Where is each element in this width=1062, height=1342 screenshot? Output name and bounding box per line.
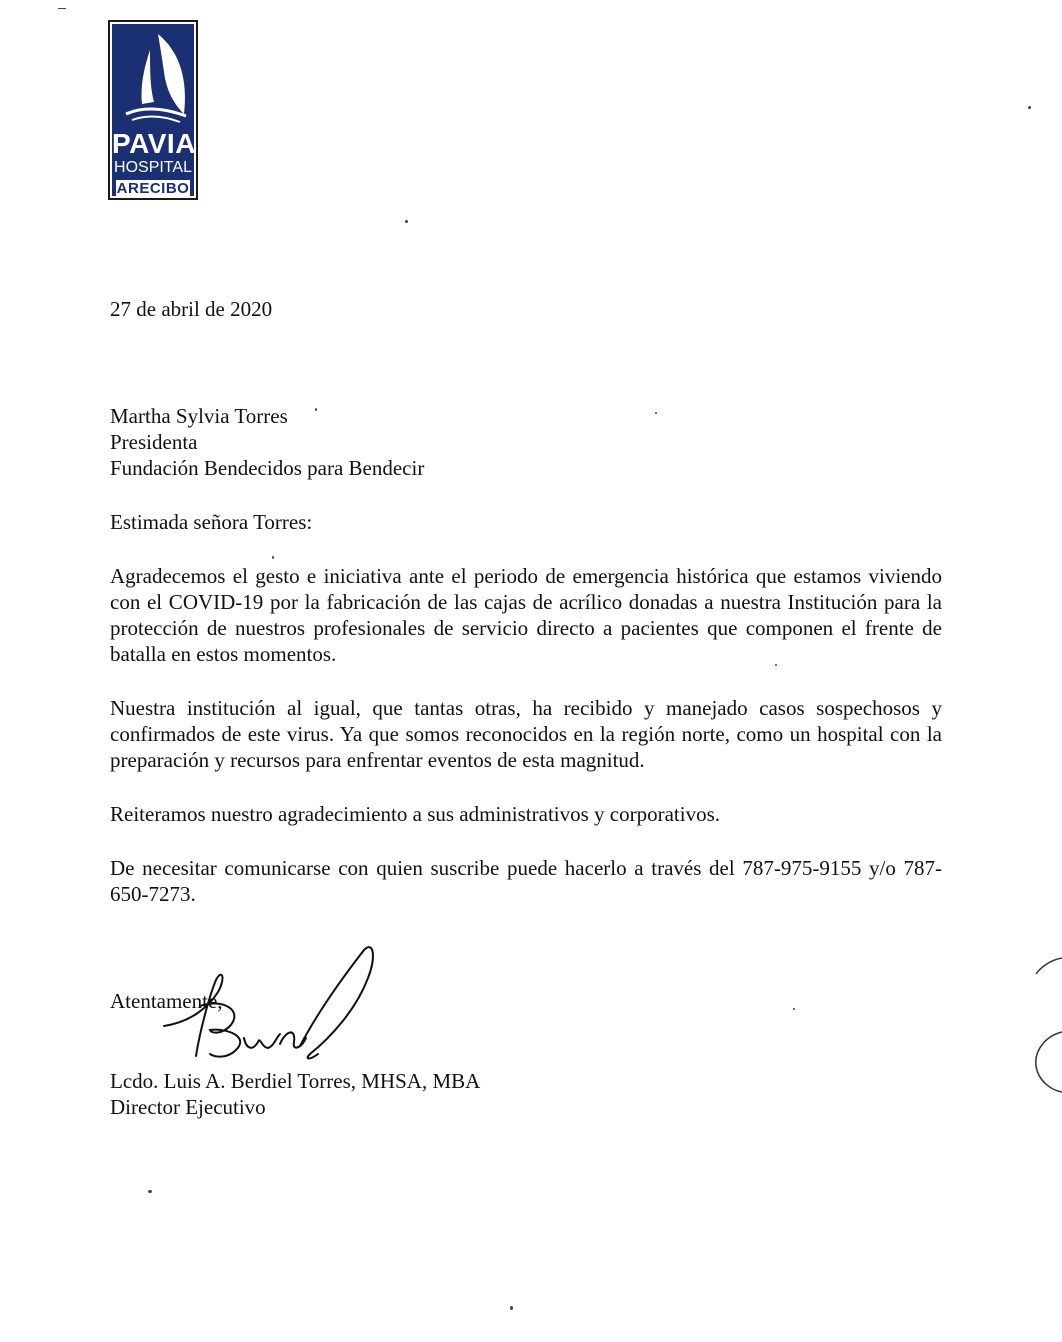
handwritten-signature [160, 938, 390, 1068]
body-paragraph-2: Nuestra institución al igual, que tantas otras, ha recibido y manejado casos sospechosos y confirmados de este virus. Ya que somos reconocidos en la región norte, como un hospital con la preparación y recursos para enfrentar eventos de esta magnitud. [110, 696, 942, 772]
body-paragraph-1: Agradecemos el gesto e iniciativa ante el periodo de emergencia histórica que estamos viviendo con el COVID-19 por la fabricación de las cajas de acrílico donadas a nuestra Institución para la protección de nuestros profesionales de servicio directo a pacientes que componen el frente de batalla en estos momentos. [110, 564, 942, 666]
signer-name: Lcdo. Luis A. Berdiel Torres, MHSA, MBA [110, 1069, 481, 1093]
logo-text-hospital: HOSPITAL [114, 159, 192, 176]
recipient-organization: Fundación Bendecidos para Bendecir [110, 456, 425, 480]
punch-hole-marks [1026, 950, 1062, 1100]
body-paragraph-4: De necesitar comunicarse con quien suscribe puede hacerlo a través del 787-975-9155 y/o 787-650-7273. [110, 856, 942, 906]
letter-date: 27 de abril de 2020 [110, 297, 273, 321]
signer-title: Director Ejecutivo [110, 1095, 266, 1119]
body-paragraph-3: Reiteramos nuestro agradecimiento a sus administrativos y corporativos. [110, 802, 721, 826]
logo-text-arecibo: ARECIBO [116, 180, 190, 197]
salutation: Estimada señora Torres: [110, 510, 313, 534]
pavia-hospital-logo [108, 20, 198, 200]
closing: Atentamente, [110, 989, 223, 1013]
sailboat-icon [114, 28, 196, 128]
logo-text-pavia: PAVIA [112, 128, 196, 159]
recipient-title: Presidenta [110, 430, 198, 454]
recipient-name: Martha Sylvia Torres [110, 404, 288, 428]
